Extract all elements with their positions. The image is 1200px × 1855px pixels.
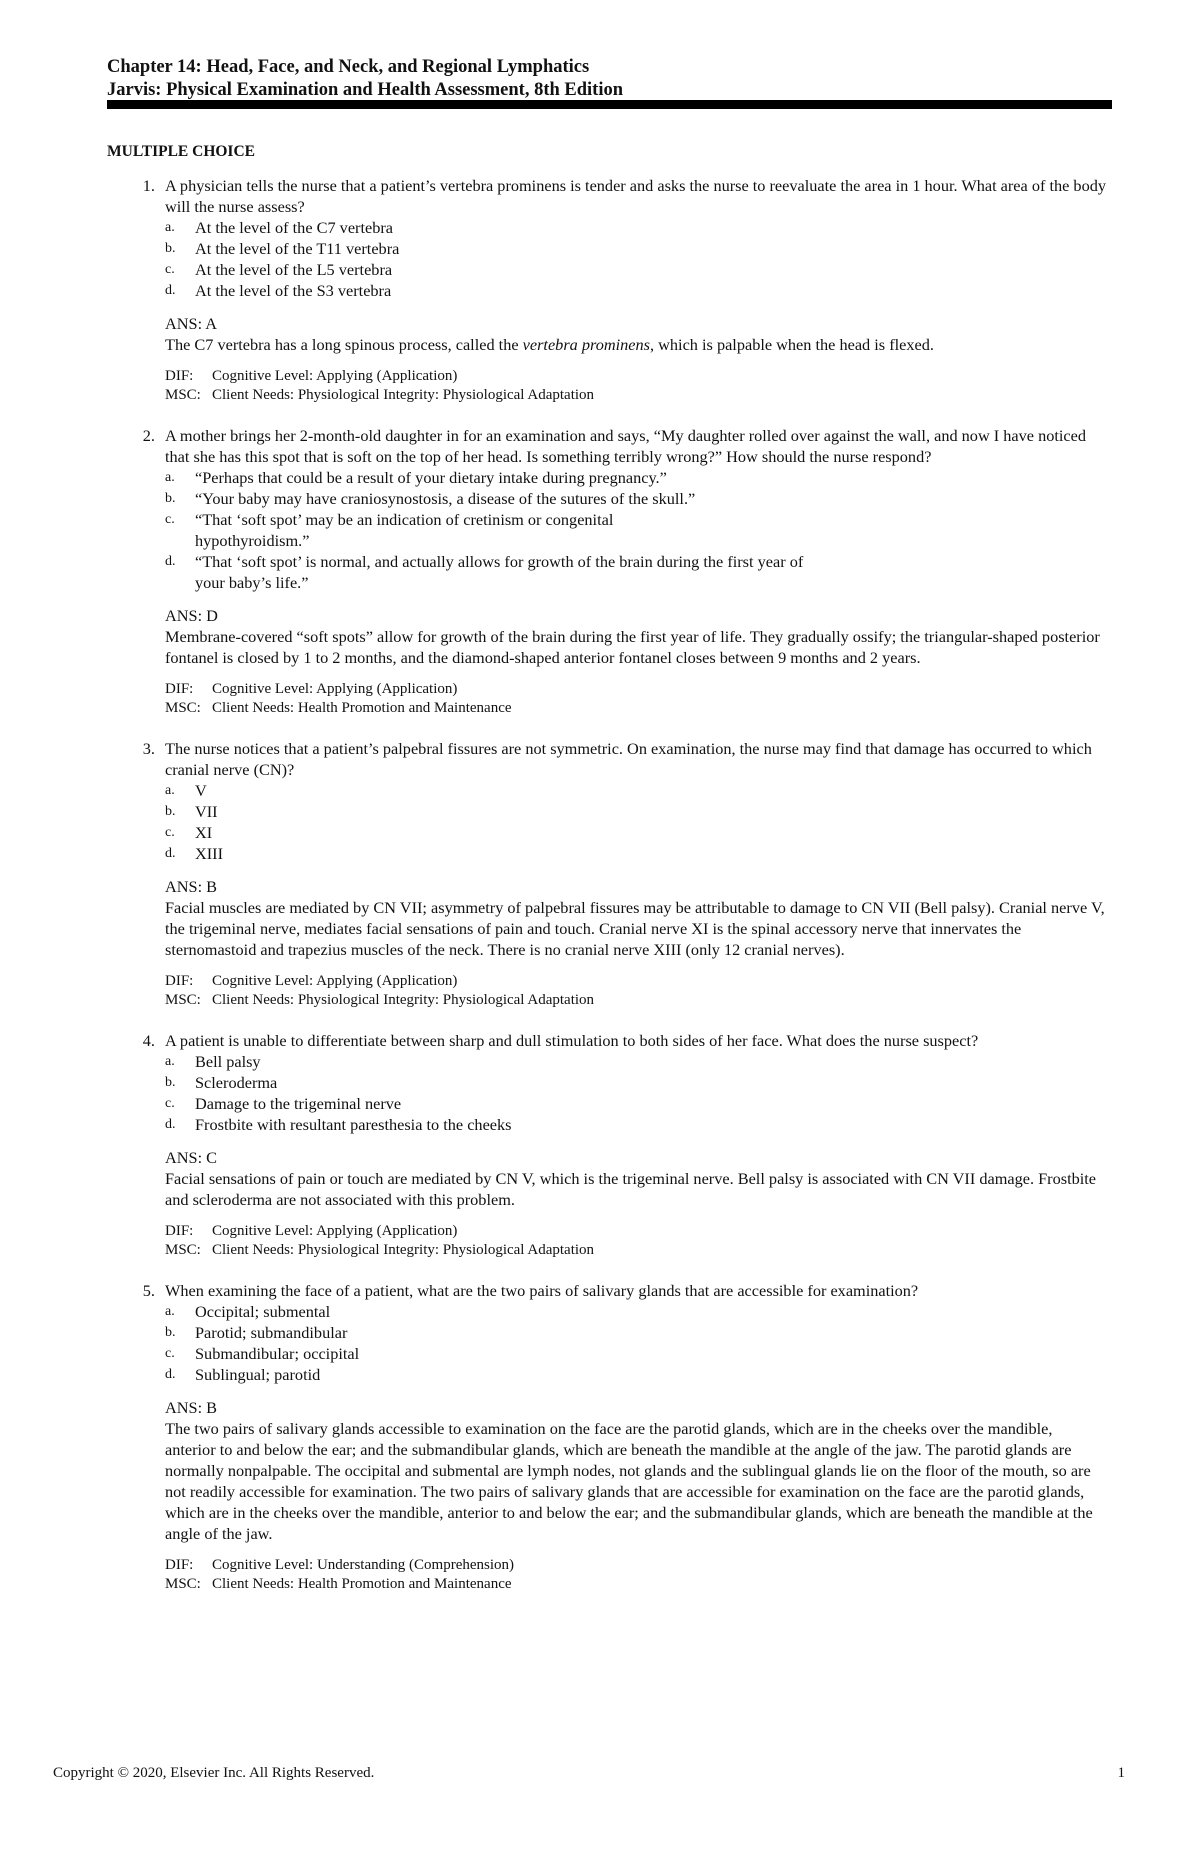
- question-number: 2.: [142, 426, 155, 445]
- question-stem: A physician tells the nurse that a patient’s vertebra prominens is tender and asks the nurse to reevaluate the area in 1 hour. What area of the body will the nurse assess?: [165, 176, 1106, 216]
- question-stem: When examining the face of a patient, what are the two pairs of salivary glands that are accessible for examination?: [165, 1281, 919, 1300]
- option-b: b. VII: [165, 802, 218, 821]
- option-c: c. XI: [165, 823, 213, 842]
- client-needs: MSC: Client Needs: Physiological Integrity: Physiological Adaptation: [165, 1242, 595, 1258]
- rationale-italic-term: vertebra prominens: [522, 335, 651, 354]
- option-b: b. “Your baby may have craniosynostosis, a disease of the sutures of the skull.”: [165, 489, 696, 508]
- option-b: b. Parotid; submandibular: [165, 1323, 348, 1342]
- book-title: Jarvis: Physical Examination and Health Assessment, 8th Edition: [107, 80, 624, 100]
- rationale: Facial muscles are mediated by CN VII; asymmetry of palpebral fissures may be attributable to damage to CN VII (Bell palsy). Cranial nerve V, the trigeminal nerve, mediates facial sensations of pain and touch. Cranial nerve XI is the spinal accessory nerve that innervates the sternomastoid and trapezius muscles of the neck. There is no cranial nerve XIII (only 12 cranial nerves).: [165, 898, 1105, 959]
- question-number: 5.: [142, 1281, 155, 1300]
- option-b: b. At the level of the T11 vertebra: [165, 239, 400, 258]
- document-header: [107, 56, 1112, 102]
- answer-key: ANS: B: [165, 877, 218, 896]
- question-5: [107, 1280, 1107, 1594]
- question-2: [107, 425, 1107, 718]
- option-c: c. “That ‘soft spot’ may be an indication of cretinism or congenital hypothyroidism.”: [165, 510, 614, 550]
- option-c: c. At the level of the L5 vertebra: [165, 260, 393, 279]
- option-d: d. “That ‘soft spot’ is normal, and actually allows for growth of the brain during the first year of your baby’s life.”: [165, 552, 804, 592]
- answer-key: ANS: C: [165, 1148, 218, 1167]
- answer-key: ANS: D: [165, 606, 218, 625]
- question-number: 1.: [142, 176, 155, 195]
- rationale: Facial sensations of pain or touch are mediated by CN V, which is the trigeminal nerve. Bell palsy is associated with CN VII damage. Frostbite and scleroderma are not associated with this problem.: [165, 1169, 1097, 1209]
- client-needs: MSC: Client Needs: Physiological Integrity: Physiological Adaptation: [165, 387, 595, 403]
- chapter-title: Chapter 14: Head, Face, and Neck, and Regional Lymphatics: [107, 57, 590, 77]
- difficulty: DIF: Cognitive Level: Applying (Application): [165, 368, 458, 384]
- option-a: a. Bell palsy: [165, 1052, 261, 1071]
- question-3: [107, 738, 1107, 1010]
- option-a: a. “Perhaps that could be a result of your dietary intake during pregnancy.”: [165, 468, 667, 487]
- option-d: d. Sublingual; parotid: [165, 1365, 321, 1384]
- copyright-notice: Copyright © 2020, Elsevier Inc. All Rights Reserved.: [53, 1765, 375, 1781]
- question-number: 3.: [142, 739, 155, 758]
- option-a: a. V: [165, 781, 207, 800]
- page-number: 1: [1117, 1765, 1125, 1781]
- question-stem: A patient is unable to differentiate between sharp and dull stimulation to both sides of her face. What does the nurse suspect?: [165, 1031, 979, 1050]
- difficulty: DIF: Cognitive Level: Applying (Application): [165, 973, 458, 989]
- option-a: a. At the level of the C7 vertebra: [165, 218, 394, 237]
- client-needs: MSC: Client Needs: Health Promotion and Maintenance: [165, 700, 512, 716]
- question-stem: A mother brings her 2-month-old daughter in for an examination and says, “My daughter rolled over against the wall, and now I have noticed that she has this spot that is soft on the top of her head. Is something terribly wrong?” How should the nurse respond?: [165, 426, 1086, 466]
- page-footer: [53, 1765, 1125, 1782]
- rationale: The two pairs of salivary glands accessible to examination on the face are the parotid glands, which are in the cheeks over the mandible, anterior to and below the ear; and the submandibular glands, which are beneath the mandible at the angle of the jaw. The parotid glands are normally nonpalpable. The occipital and submental are lymph nodes, not glands and the sublingual glands lie on the floor of the mouth, so are not readily accessible for examination. The two pairs of salivary glands that are accessible for examination on the face are the parotid glands, which are in the cheeks over the mandible, anterior to and below the ear; and the submandibular glands, which are beneath the mandible at the angle of the jaw.: [165, 1419, 1093, 1543]
- client-needs: MSC: Client Needs: Health Promotion and Maintenance: [165, 1576, 512, 1592]
- option-d: d. At the level of the S3 vertebra: [165, 281, 392, 300]
- question-4: [107, 1030, 1107, 1260]
- questions-list: [107, 175, 1107, 1614]
- answer-key: ANS: A: [165, 314, 218, 333]
- difficulty: DIF: Cognitive Level: Applying (Application): [165, 1223, 458, 1239]
- option-d: d. XIII: [165, 844, 224, 863]
- answer-key: ANS: B: [165, 1398, 218, 1417]
- question-number: 4.: [142, 1031, 155, 1050]
- option-b: b. Scleroderma: [165, 1073, 278, 1092]
- option-a: a. Occipital; submental: [165, 1302, 331, 1321]
- client-needs: MSC: Client Needs: Physiological Integrity: Physiological Adaptation: [165, 992, 595, 1008]
- option-d: d. Frostbite with resultant paresthesia to the cheeks: [165, 1115, 512, 1134]
- difficulty: DIF: Cognitive Level: Applying (Application): [165, 681, 458, 697]
- question-stem: The nurse notices that a patient’s palpebral fissures are not symmetric. On examination, the nurse may find that damage has occurred to which cranial nerve (CN)?: [165, 739, 1092, 779]
- difficulty: DIF: Cognitive Level: Understanding (Comprehension): [165, 1557, 515, 1573]
- option-c: c. Submandibular; occipital: [165, 1344, 360, 1363]
- option-c: c. Damage to the trigeminal nerve: [165, 1094, 402, 1113]
- section-title: MULTIPLE CHOICE: [107, 143, 255, 160]
- rationale: Membrane-covered “soft spots” allow for growth of the brain during the first year of life. They gradually ossify; the triangular-shaped posterior fontanel is closed by 1 to 2 months, and the diamond-shaped anterior fontanel closes between 9 months and 2 years.: [165, 627, 1100, 667]
- question-1: [107, 175, 1107, 405]
- header-rule: [107, 100, 1112, 109]
- rationale: The C7 vertebra has a long spinous process, called the vertebra prominens, which is palpable when the head is flexed.: [165, 335, 934, 354]
